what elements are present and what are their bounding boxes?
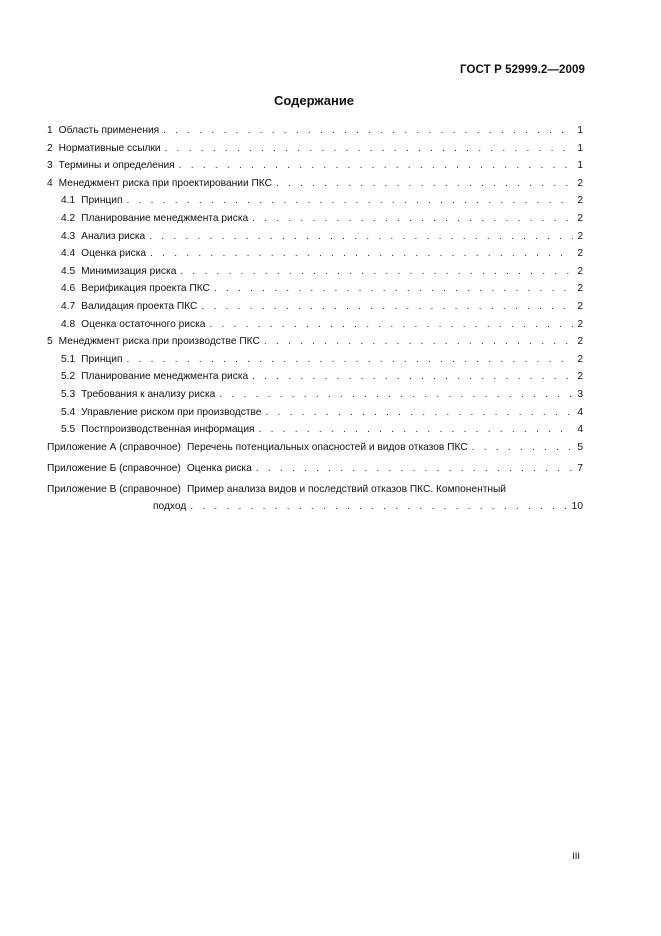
toc-entry-label: Планирование менеджмента риска — [81, 371, 249, 383]
toc-entry-number: 4.3 — [61, 230, 76, 242]
toc-entry-label: Принцип — [81, 353, 123, 365]
toc-entry-number: 5.1 — [61, 353, 76, 365]
toc-entry-4-2[interactable] — [47, 212, 583, 230]
toc-entry-4-3[interactable] — [47, 230, 583, 248]
toc-entry-page: 1 — [577, 160, 583, 172]
toc-entry-label: Область применения — [58, 125, 160, 136]
appendix-page: 10 — [571, 500, 583, 512]
toc-appendix-a[interactable] — [47, 441, 583, 462]
toc-entry-number: 5.3 — [61, 388, 76, 400]
toc-entry-page: 3 — [577, 388, 583, 400]
toc-entry-page: 4 — [577, 406, 583, 418]
toc-entry-page: 1 — [577, 125, 583, 136]
leader-dots — [259, 423, 574, 436]
toc-entry-page: 2 — [577, 283, 583, 295]
toc-entry-number: 4.8 — [61, 318, 76, 330]
leader-dots — [163, 124, 573, 137]
toc-entry-2[interactable] — [47, 142, 583, 160]
toc-entry-3[interactable] — [47, 159, 583, 177]
appendix-prefix: Приложение В (справочное) — [47, 483, 181, 495]
page-number: III — [572, 851, 580, 862]
toc-entry-label: Нормативные ссылки — [58, 142, 161, 154]
leader-dots — [165, 142, 574, 155]
toc-entry-page: 4 — [577, 424, 583, 436]
appendix-prefix: Приложение Б (справочное) — [47, 462, 181, 474]
toc-entry-page: 1 — [577, 142, 583, 154]
appendix-first-line — [47, 483, 583, 496]
toc-entry-label: Анализ риска — [81, 230, 146, 242]
toc-entry-4[interactable] — [47, 177, 583, 195]
toc-entry-5-2[interactable] — [47, 370, 583, 388]
toc-entry-label: Планирование менеджмента риска — [81, 212, 249, 224]
leader-dots — [264, 335, 573, 348]
document-code: ГОСТ Р 52999.2—2009 — [460, 64, 585, 76]
leader-dots — [180, 265, 573, 278]
appendix-page: 7 — [577, 462, 583, 474]
leader-dots — [127, 353, 574, 366]
toc-entry-label: Управление риском при производстве — [81, 406, 262, 418]
toc-entry-page: 2 — [577, 195, 583, 207]
toc-appendix-v[interactable] — [47, 483, 583, 513]
leader-dots — [276, 177, 573, 190]
toc-entry-5-1[interactable] — [47, 353, 583, 371]
toc-title: Содержание — [273, 93, 355, 108]
leader-dots — [150, 247, 573, 260]
leader-dots — [265, 406, 573, 419]
appendix-label: Оценка риска — [186, 462, 252, 474]
toc-entry-page: 2 — [577, 230, 583, 242]
leader-dots — [472, 441, 574, 454]
toc-entry-number: 4.7 — [61, 300, 76, 312]
leader-dots — [149, 230, 573, 243]
appendix-label: Перечень потенциальных опасностей и видов отказов ПКС — [186, 441, 468, 453]
leader-dots — [256, 462, 574, 475]
toc-entry-4-1[interactable] — [47, 194, 583, 212]
toc-entry-page: 2 — [577, 265, 583, 277]
toc-entry-4-4[interactable] — [47, 247, 583, 265]
toc-entry-page: 2 — [577, 353, 583, 365]
toc-entry-number: 3 — [47, 160, 53, 172]
toc-entry-label: Менеджмент риска при производстве ПКС — [58, 336, 260, 348]
table-of-contents — [47, 124, 583, 513]
toc-entry-page: 2 — [577, 371, 583, 383]
leader-dots — [214, 282, 573, 295]
toc-entry-number: 5.5 — [61, 424, 76, 436]
toc-entry-number: 4.2 — [61, 212, 76, 224]
toc-entry-number: 4.5 — [61, 265, 76, 277]
toc-entry-label: Минимизация риска — [81, 265, 177, 277]
toc-entry-page: 2 — [577, 212, 583, 224]
toc-entry-label: Верификация проекта ПКС — [81, 283, 210, 295]
toc-entry-number: 4.6 — [61, 283, 76, 295]
appendix-label-continuation: подход — [153, 500, 187, 512]
toc-entry-label: Требования к анализу риска — [81, 388, 216, 400]
toc-entry-4-8[interactable] — [47, 318, 583, 336]
toc-entry-label: Валидация проекта ПКС — [81, 300, 198, 312]
toc-entry-number: 4 — [47, 177, 53, 189]
toc-entry-page: 2 — [577, 318, 583, 330]
leader-dots — [252, 212, 573, 225]
appendix-continuation-line — [47, 500, 583, 513]
leader-dots — [179, 159, 574, 172]
toc-entry-4-7[interactable] — [47, 300, 583, 318]
appendix-page: 5 — [577, 441, 583, 453]
toc-entry-page: 2 — [577, 177, 583, 189]
toc-entry-4-5[interactable] — [47, 265, 583, 283]
leader-dots — [219, 388, 573, 401]
toc-entry-5-4[interactable] — [47, 406, 583, 424]
toc-entry-number: 1 — [47, 125, 53, 136]
toc-entry-number: 5 — [47, 336, 53, 348]
toc-entry-label: Принцип — [81, 195, 123, 207]
appendix-label: Пример анализа видов и последствий отказов ПКС. Компонентный — [186, 483, 506, 495]
toc-entry-1[interactable] — [47, 124, 583, 142]
leader-dots — [127, 194, 574, 207]
leader-dots — [252, 370, 573, 383]
leader-dots — [201, 300, 573, 313]
toc-entry-number: 5.2 — [61, 371, 76, 383]
toc-entry-label: Термины и определения — [58, 160, 175, 172]
toc-entry-number: 2 — [47, 142, 53, 154]
leader-dots — [190, 500, 567, 513]
toc-entry-4-6[interactable] — [47, 282, 583, 300]
toc-entry-page: 2 — [577, 300, 583, 312]
toc-entry-number: 5.4 — [61, 406, 76, 418]
toc-entry-number: 4.1 — [61, 195, 76, 207]
toc-appendix-b[interactable] — [47, 462, 583, 483]
toc-entry-page: 2 — [577, 336, 583, 348]
toc-entry-page: 2 — [577, 248, 583, 260]
toc-entry-5[interactable] — [47, 335, 583, 353]
toc-entry-label: Менеджмент риска при проектировании ПКС — [58, 177, 272, 189]
appendix-prefix: Приложение А (справочное) — [47, 441, 181, 453]
leader-dots — [209, 318, 573, 331]
toc-entry-number: 4.4 — [61, 248, 76, 260]
toc-entry-5-3[interactable] — [47, 388, 583, 406]
toc-entry-5-5[interactable] — [47, 423, 583, 441]
toc-entry-label: Постпроизводственная информация — [81, 424, 255, 436]
toc-entry-label: Оценка риска — [81, 248, 147, 260]
toc-entry-label: Оценка остаточного риска — [81, 318, 206, 330]
